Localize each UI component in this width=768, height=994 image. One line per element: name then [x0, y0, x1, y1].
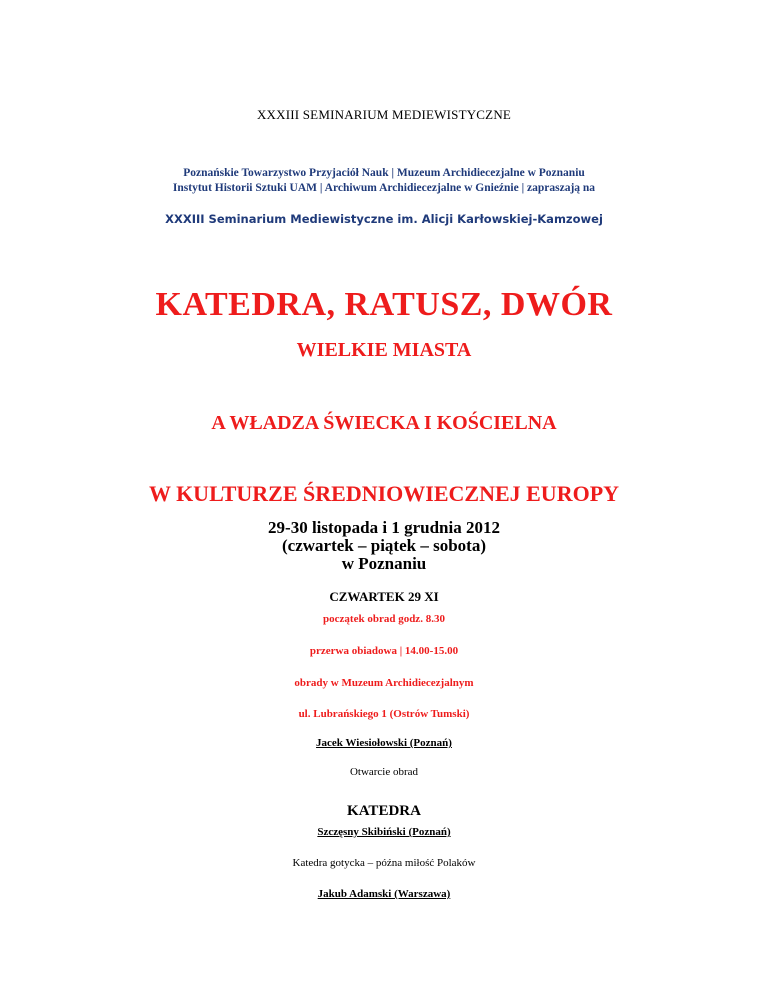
lunch-break: przerwa obiadowa | 14.00-15.00	[309, 645, 459, 657]
speaker-3: Jakub Adamski (Warszawa)	[317, 888, 451, 900]
date-line-2: (czwartek – piątek – sobota)	[282, 536, 486, 555]
date-line-1: 29-30 listopada i 1 grudnia 2012	[268, 518, 500, 537]
day-heading: CZWARTEK 29 XI	[329, 589, 439, 604]
organizers-line-1: Poznańskie Towarzystwo Przyjaciół Nauk | Muzeum Archidiecezjalne w Poznaniu	[183, 167, 585, 179]
address: ul. Lubrańskiego 1 (Ostrów Tumski)	[298, 708, 470, 720]
start-time: początek obrad godz. 8.30	[323, 613, 445, 625]
speaker-2: Szczęsny Skibiński (Poznań)	[317, 826, 451, 838]
talk-2: Katedra gotycka – późna miłość Polaków	[292, 857, 476, 869]
organizers-line-2: Instytut Historii Sztuki UAM | Archiwum Archidiecezjalne w Gnieźnie | zapraszają na	[172, 182, 596, 194]
header-title: XXXIII SEMINARIUM MEDIEWISTYCZNE	[256, 107, 512, 122]
seminar-name: XXXIII Seminarium Mediewistyczne im. Alicji Karłowskiej-Kamzowej	[165, 212, 603, 226]
talk-1: Otwarcie obrad	[349, 766, 419, 778]
subtitle-1: WIELKIE MIASTA	[296, 339, 472, 361]
subtitle-2: A WŁADZA ŚWIECKA I KOŚCIELNA	[211, 412, 557, 434]
speaker-1: Jacek Wiesiołowski (Poznań)	[316, 737, 452, 749]
main-title: KATEDRA, RATUSZ, DWÓR	[155, 286, 613, 323]
section-heading: KATEDRA	[347, 803, 421, 819]
date-line-3: w Poznaniu	[341, 554, 427, 573]
venue: obrady w Muzeum Archidiecezjalnym	[294, 677, 474, 689]
subtitle-3: W KULTURZE ŚREDNIOWIECZNEJ EUROPY	[148, 481, 620, 506]
